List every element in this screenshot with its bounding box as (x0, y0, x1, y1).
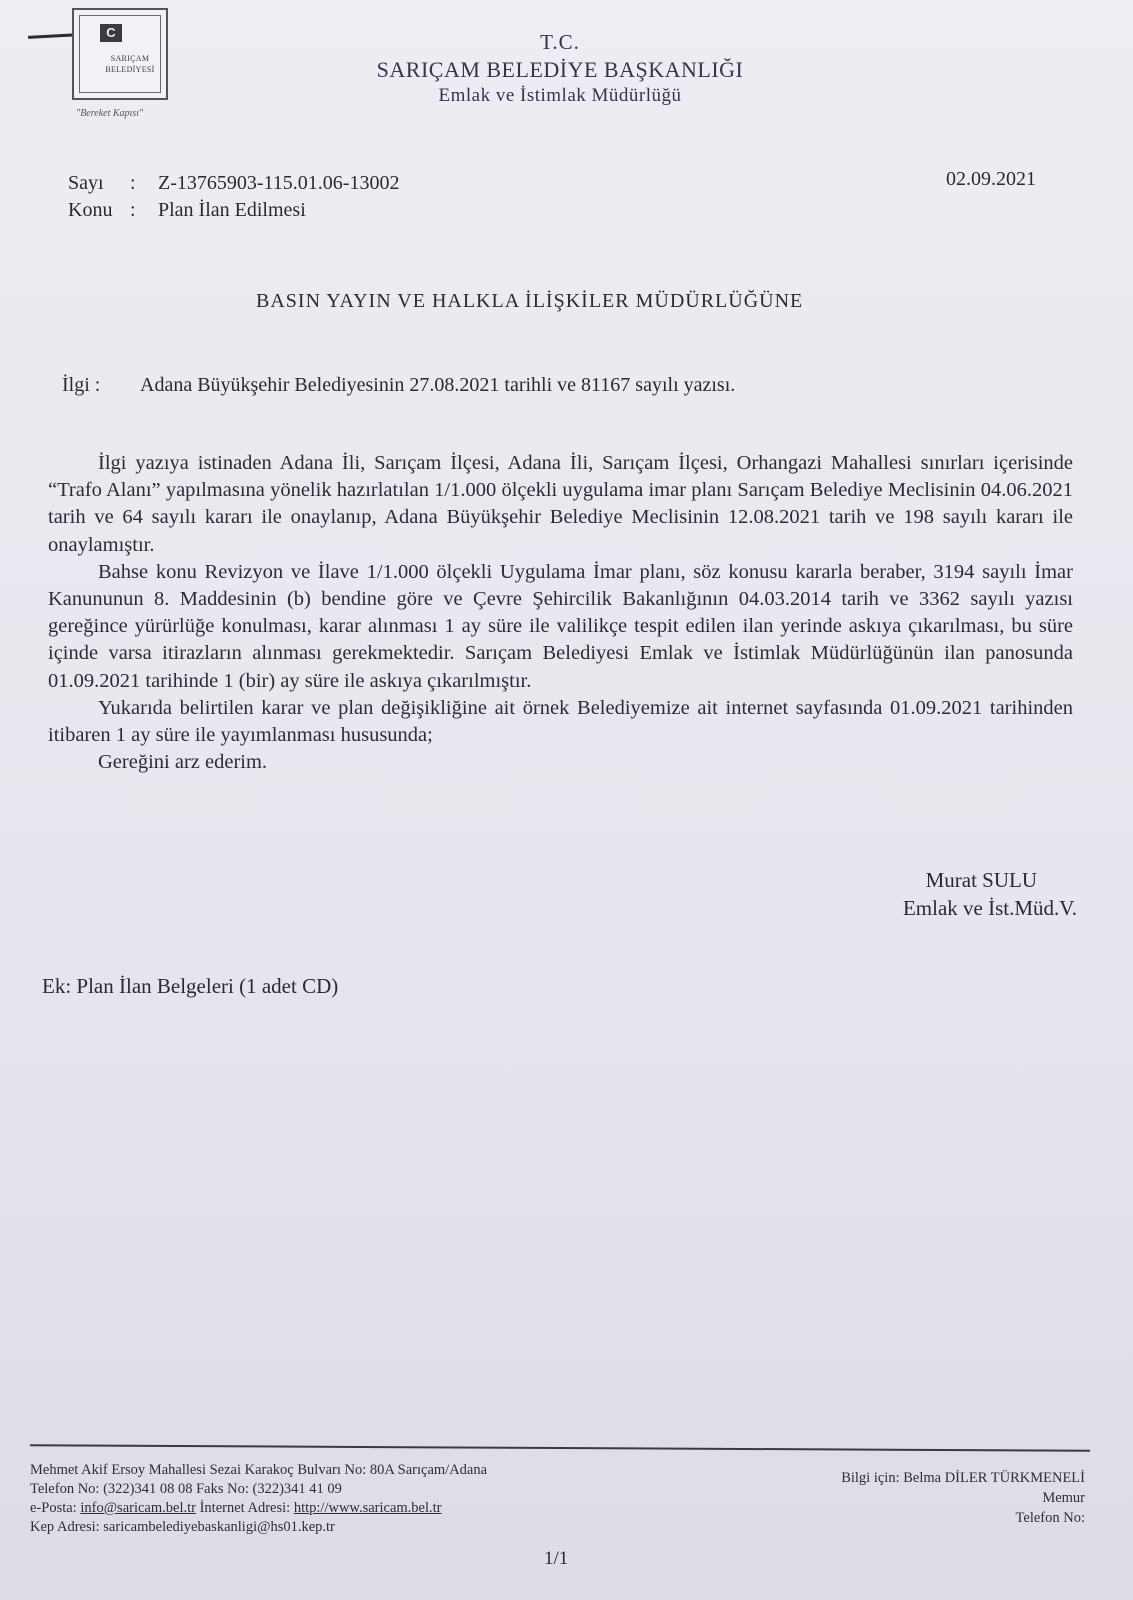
ilgi-label: İlgi : (62, 374, 101, 396)
logo-text-line1: SARIÇAM (110, 54, 150, 63)
body-paragraph-1: İlgi yazıya istinaden Adana İli, Sarıçam İlçesi, Adana İli, Sarıçam İlçesi, Orhangazi Mahallesi sınırları içerisinde “Trafo Alanı” yapılmasına yönelik hazırlatılan 1/1.000 ölçekli uygulama imar planı Sarıçam Belediye Meclisinin 04.06.2021 tarih ve 64 sayılı kararı ile onaylanıp, Adana Büyükşehir Belediye Meclisinin 12.08.2021 tarih ve 198 sayılı kararı ile onaylamıştır. (48, 452, 1073, 556)
sayi-row (68, 170, 399, 197)
footer-contact (30, 1461, 487, 1537)
logo-text-line2: BELEDİYESİ (105, 65, 155, 74)
signatory-name: Murat SULU (925, 868, 1037, 892)
body-paragraph-3: Yukarıda belirtilen karar ve plan değişikliğine ait örnek Belediyemize ait internet sayfasında 01.09.2021 tarihinden itibaren 1 ay süre ile yayımlanması hususunda; (48, 696, 1073, 747)
attachment-note: Ek: Plan İlan Belgeleri (1 adet CD) (42, 974, 339, 998)
konu-value: Plan İlan Edilmesi (158, 199, 306, 221)
ilgi-row (62, 374, 735, 397)
body-paragraph-4: Gereğini arz ederim. (98, 751, 268, 774)
footer-info (841, 1468, 1085, 1528)
logo-mark: C (100, 24, 122, 42)
footer-email-link[interactable]: info@saricam.bel.tr (80, 1500, 196, 1516)
body-paragraph-2: Bahse konu Revizyon ve İlave 1/1.000 ölçekli Uygulama İmar planı, söz konusu kararla beraber, 3194 sayılı İmar Kanununun 8. Maddesinin (b) bendine göre ve Çevre Şehircilik Bakanlığının 04.03.2014 tarih ve 3362 sayılı yazısı gereğince yürürlüğe konulması, karar alınması 1 ay süre ile valilikçe tespit edilen ilan yerinde askıya çıkarılması, bu süre içinde varsa itirazların alınması gerekmektedir. Sarıçam Belediyesi Emlak ve İstimlak Müdürlüğünün ilan panosunda 01.09.2021 tarihinde 1 (bir) ay süre ile askıya çıkarılmıştır. (48, 560, 1073, 692)
sayi-label: Sayı (68, 172, 104, 194)
footer-web-link[interactable]: http://www.saricam.bel.tr (293, 1500, 442, 1516)
footer-divider (30, 1444, 1090, 1452)
ilgi-text: Adana Büyükşehir Belediyesinin 27.08.2021 tarihli ve 81167 sayılı yazısı. (140, 374, 736, 396)
footer-phone: Telefon No: (322)341 08 08 Faks No: (322)341 41 09 (30, 1481, 342, 1497)
footer-info-phone: Telefon No: (1015, 1510, 1085, 1526)
letterhead (300, 30, 820, 107)
signatory-title: Emlak ve İst.Müd.V. (902, 896, 1077, 920)
letterhead-tc: T.C. (540, 30, 580, 54)
footer-address: Mehmet Akif Ersoy Mahallesi Sezai Karakoç Bulvarı No: 80A Sarıçam/Adana (30, 1462, 488, 1478)
footer-info-role: Memur (1042, 1490, 1085, 1506)
sayi-value: Z-13765903-115.01.06-13002 (158, 172, 400, 194)
konu-label: Konu (68, 199, 113, 221)
sayi-colon: : (130, 172, 136, 194)
signature-block (903, 866, 1077, 922)
municipality-logo (72, 8, 168, 100)
footer-info-contact: Bilgi için: Belma DİLER TÜRKMENELİ (841, 1470, 1085, 1486)
konu-colon: : (130, 199, 136, 221)
page-number: 1/1 (544, 1548, 569, 1569)
letterhead-department: Emlak ve İstimlak Müdürlüğü (438, 85, 682, 106)
letter-body (48, 450, 1073, 776)
footer-web-row (30, 1499, 487, 1518)
reference-block (68, 170, 399, 224)
konu-row (68, 197, 399, 224)
addressee: BASIN YAYIN VE HALKLA İLİŞKİLER MÜDÜRLÜĞÜNE (256, 290, 804, 312)
footer-kep: Kep Adresi: saricambelediyebaskanligi@hs01.kep.tr (30, 1519, 335, 1535)
letterhead-institution: SARIÇAM BELEDİYE BAŞKANLIĞI (376, 57, 744, 82)
footer-web-label: İnternet Adresi: (199, 1500, 291, 1516)
document-date: 02.09.2021 (946, 168, 1036, 190)
logo-motto: "Bereket Kapısı" (76, 108, 144, 119)
footer-email-label: e-Posta: (30, 1500, 77, 1516)
